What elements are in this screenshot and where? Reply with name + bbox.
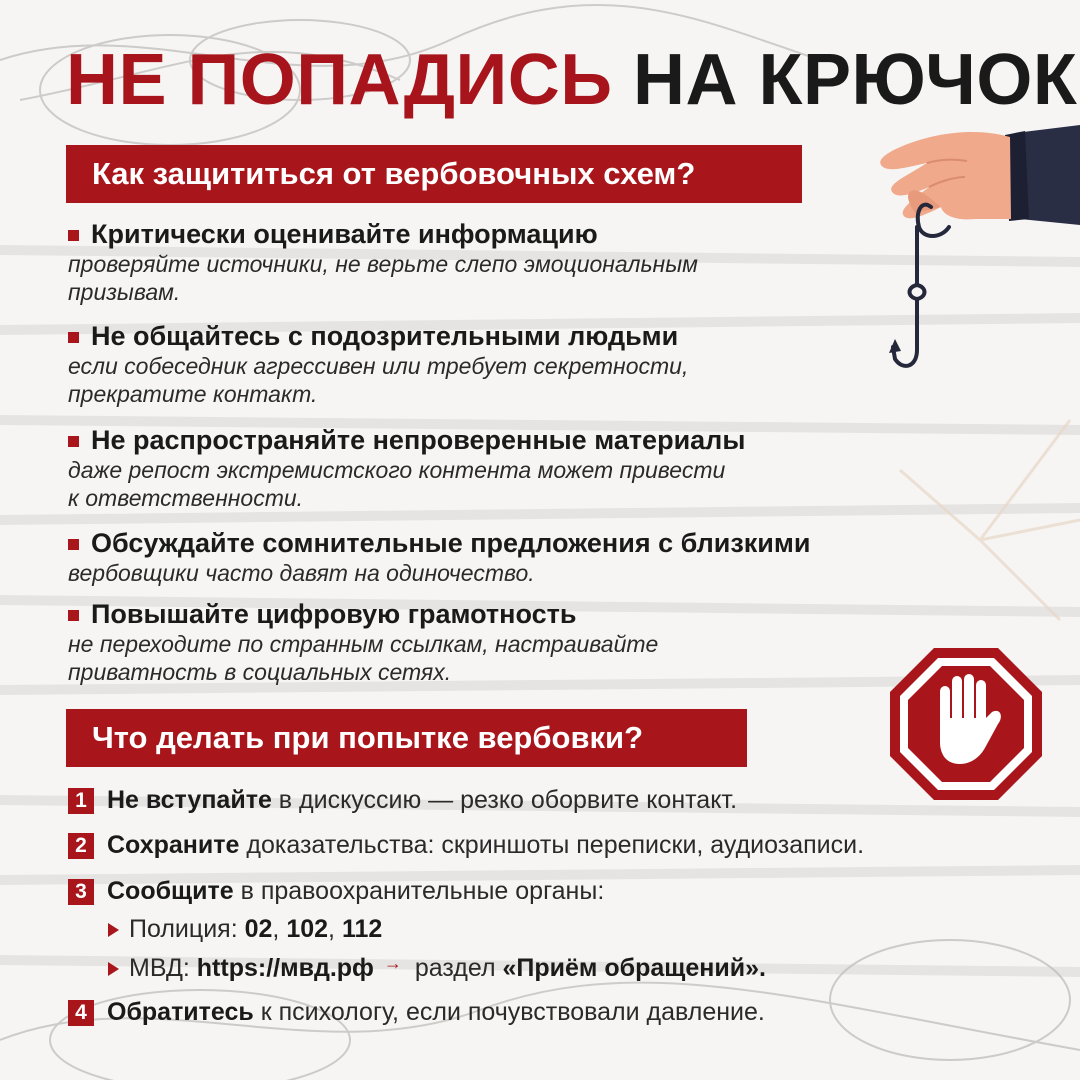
mvd-line	[108, 953, 766, 984]
section1-heading: Как защититься от вербовочных схем?	[66, 145, 802, 203]
mvd-section-name: «Приём обращений».	[502, 954, 766, 982]
tip-item	[68, 527, 928, 587]
triangle-bullet-icon	[108, 923, 119, 937]
step-number: 1	[68, 788, 94, 814]
step-bold: Сохраните	[107, 831, 240, 859]
police-label: Полиция:	[129, 915, 245, 943]
police-number: 112	[341, 915, 383, 943]
step-item	[68, 786, 737, 815]
square-bullet-icon	[68, 436, 79, 447]
tip-head: Не распространяйте непроверенные материалы	[91, 425, 746, 455]
tip-head: Критически оценивайте информацию	[91, 219, 598, 249]
step-rest: к психологу, если почувствовали давление.	[253, 998, 765, 1026]
hand-with-hook-icon	[845, 115, 1080, 385]
step-number: 4	[68, 1000, 94, 1026]
police-number: 102	[286, 915, 329, 943]
triangle-bullet-icon	[108, 962, 119, 976]
tip-item	[68, 218, 928, 306]
step-item	[68, 831, 864, 860]
step-bold: Обратитесь	[107, 998, 254, 1026]
tip-head: Не общайтесь с подозрительными людьми	[91, 321, 679, 351]
mvd-section-word: раздел	[407, 954, 503, 982]
step-rest: в правоохранительные органы:	[233, 877, 605, 905]
arrow-icon: →	[383, 953, 402, 973]
square-bullet-icon	[68, 332, 79, 343]
tip-head: Повышайте цифровую грамотность	[91, 599, 577, 629]
title-red-part: НЕ ПОПАДИСЬ	[66, 40, 613, 120]
separator: ,	[272, 915, 287, 943]
square-bullet-icon	[68, 539, 79, 550]
tip-text: не переходите по странным ссылкам, настраивайте приватность в социальных сетях.	[68, 631, 659, 685]
step-rest: доказательства: скриншоты переписки, аудиозаписи.	[239, 831, 865, 859]
title-dark-part: НА КРЮЧОК	[633, 40, 1078, 120]
step-bold: Сообщите	[107, 877, 234, 905]
tip-text: вербовщики часто давят на одиночество.	[68, 560, 535, 586]
tip-item	[68, 424, 928, 512]
mvd-label: МВД:	[129, 954, 197, 982]
tip-text: если собеседник агрессивен или требует секретности, прекратите контакт.	[68, 353, 689, 407]
stop-hand-icon	[888, 646, 1044, 802]
tip-item	[68, 320, 928, 408]
square-bullet-icon	[68, 230, 79, 241]
section2-heading: Что делать при попытке вербовки?	[66, 709, 747, 767]
step-item	[68, 877, 604, 906]
tip-text: даже репост экстремистского контента может привести к ответственности.	[68, 457, 726, 511]
tip-head: Обсуждайте сомнительные предложения с близкими	[91, 528, 811, 558]
step-bold: Не вступайте	[107, 786, 272, 814]
step-rest: в дискуссию — резко оборвите контакт.	[271, 786, 738, 814]
step-item	[68, 998, 765, 1027]
step-number: 3	[68, 879, 94, 905]
step-number: 2	[68, 833, 94, 859]
tip-text: проверяйте источники, не верьте слепо эмоциональным призывам.	[68, 251, 698, 305]
page-title	[66, 40, 1078, 120]
police-line	[108, 915, 382, 944]
square-bullet-icon	[68, 610, 79, 621]
police-number: 02	[244, 915, 273, 943]
separator: ,	[328, 915, 342, 943]
mvd-link[interactable]: https://мвд.рф	[196, 954, 374, 982]
tip-item	[68, 598, 928, 686]
